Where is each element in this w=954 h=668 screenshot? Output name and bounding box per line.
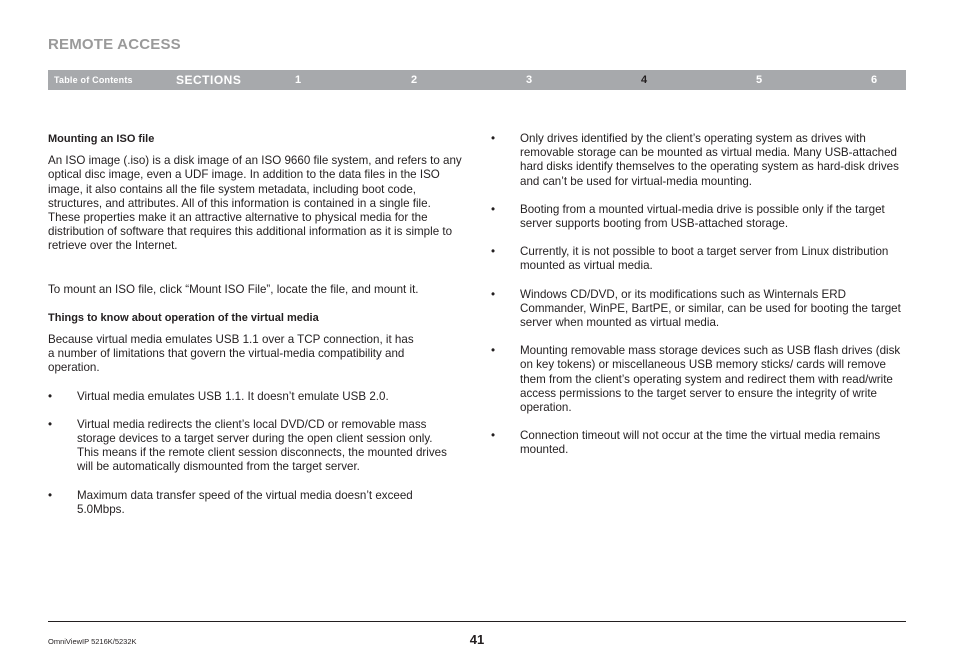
nav-sections-label: SECTIONS [176,73,242,87]
nav-section-6[interactable]: 6 [871,74,878,86]
paragraph-iso-description: An ISO image (.iso) is a disk image of an ISO 9660 file system, and refers to any optical disc image, even a UDF image. In addition to the data files in the ISO image, it also contains all the file system metadata, including boot code, structures, and attributes. All of this information is contained in a single file. These properties make it an attractive alternative to physical media for the distribution of software that requires this additional information as it is simple to retrieve over the Internet. [48,154,462,253]
list-item [491,245,900,273]
list-item-text: Maximum data transfer speed of the virtual media doesn’t exceed 5.0Mbps. [77,488,413,516]
list-item-text: Mounting removable mass storage devices such as USB flash drives (disk on key tokens) or miscellaneous USB memory sticks/ cards will remove them from the client’s operating system and redirect them with read/write access permissions to the target server to ensure the integrity of write operation. [520,344,901,415]
list-item-text: Currently, it is not possible to boot a target server from Linux distribution mounted as virtual media. [520,245,889,273]
list-item-text: Virtual media redirects the client’s local DVD/CD or removable mass storage devices to a target server during the open client session only. This means if the remote client session disconnects, the mounted drives will be automatically dismounted from the target server. [77,417,447,474]
list-item [491,132,906,189]
heading-mounting-iso: Mounting an ISO file [48,133,155,145]
bullet-icon: • [491,132,496,145]
nav-section-4[interactable]: 4 [641,74,648,86]
bullet-icon: • [491,202,496,216]
section-nav-bar [48,70,906,90]
bullet-icon: • [491,344,496,358]
left-column [48,132,466,517]
list-item-text: Only drives identified by the client’s operating system as drives with removable storage can be mounted as virtual media. Many USB-attached hard disks identify themselves to the operating system as hard-disk drives and can’t be used for virtual-media mounting. [520,132,899,188]
list-item [491,203,906,231]
footer-product-name: OmniViewIP 5216K/5232K [48,637,137,646]
list-item [48,418,457,475]
bullet-icon: • [491,287,496,301]
bullet-icon: • [491,429,496,443]
nav-section-3[interactable]: 3 [526,74,533,86]
list-item-text: Windows CD/DVD, or its modifications such as Winternals ERD Commander, WinPE, BartPE, or similar, can be used for booting the target server when mounted as virtual media. [520,287,901,330]
list-item-text: Connection timeout will not occur at the time the virtual media remains mounted. [520,429,881,457]
paragraph-mount-instructions: To mount an ISO file, click “Mount ISO File”, locate the file, and mount it. [48,282,419,296]
right-column [491,132,906,458]
list-item-text: Booting from a mounted virtual-media drive is possible only if the target server supports booting from USB-attached storage. [520,202,885,231]
bullet-icon: • [491,245,496,259]
list-item-text: Virtual media emulates USB 1.1. It doesn’t emulate USB 2.0. [77,389,389,403]
bullet-icon: • [48,389,53,403]
nav-section-1[interactable]: 1 [295,74,302,86]
heading-virtual-media: Things to know about operation of the virtual media [48,311,319,324]
list-item [491,429,900,457]
nav-table-of-contents[interactable]: Table of Contents [54,75,133,85]
footer-divider [48,621,906,622]
paragraph-limitations: Because virtual media emulates USB 1.1 over a TCP connection, it has a number of limitations that govern the virtual-media compatibility and operation. [48,333,414,375]
list-item [48,489,417,517]
page-number: 41 [469,632,485,647]
list-item [491,288,906,331]
nav-section-2[interactable]: 2 [411,74,418,86]
section-title: REMOTE ACCESS [48,36,181,53]
list-item [48,390,466,404]
nav-section-5[interactable]: 5 [756,74,763,86]
bullet-icon: • [48,417,53,431]
list-item [491,344,906,415]
bullet-icon: • [48,488,53,502]
